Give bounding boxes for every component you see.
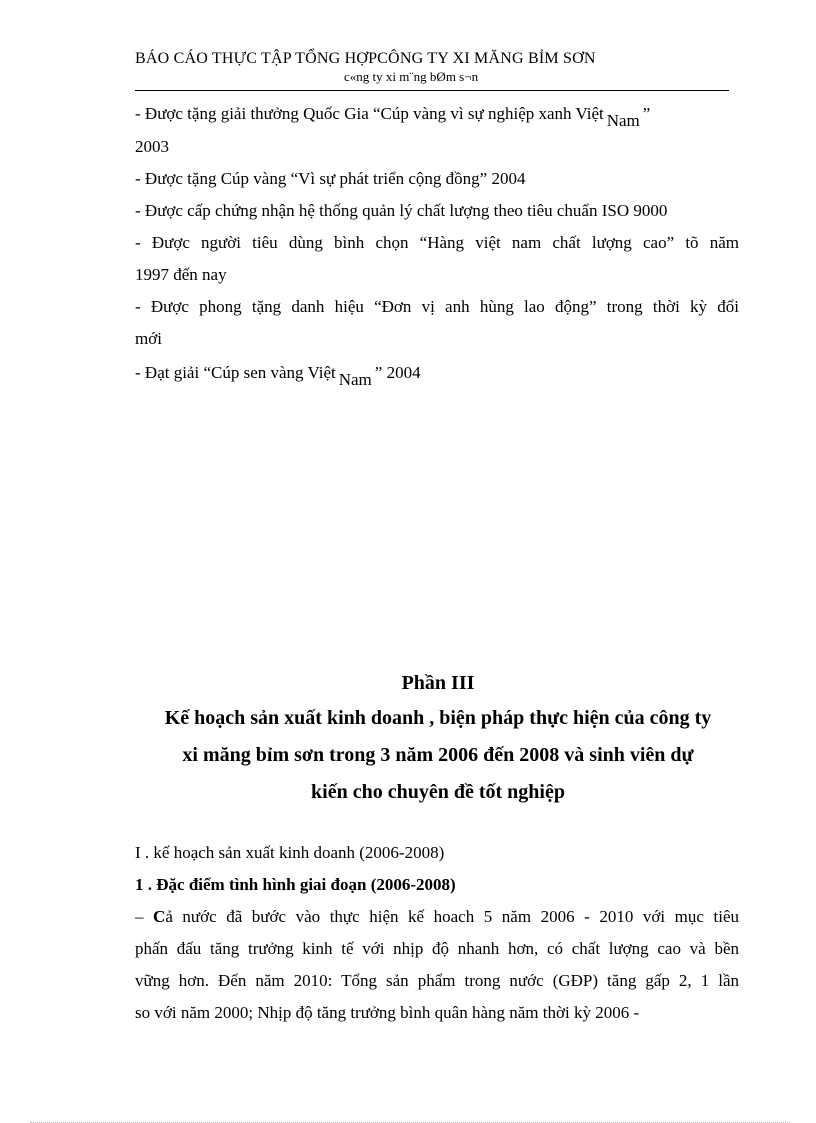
award-item-5-line1: - Được phong tặng danh hiệu “Đơn vị anh hùng lao động” trong thời kỳ đổi xyxy=(135,297,739,316)
award-item-4-line1: - Được người tiêu dùng bình chọn “Hàng việt nam chất lượng cao” tõ năm xyxy=(135,233,739,252)
award-item-6-end: ” 2004 xyxy=(374,363,421,382)
paragraph-line1 xyxy=(135,907,739,927)
part-heading: Phần III xyxy=(401,672,475,694)
award-item-6 xyxy=(135,363,739,389)
paragraph-line1-text: ả nước đã bước vào thực hiện kế hoach 5 năm 2006 - 2010 với mục tiêu xyxy=(165,907,739,926)
award-item-1-text: - Được tặng giải thưởng Quốc Gia “Cúp vàng vì sự nghiệp xanh Việt xyxy=(135,104,604,123)
section-title-line3: kiến cho chuyên đề tốt nghiệp xyxy=(311,781,565,803)
award-item-4-line2: 1997 đến nay xyxy=(135,265,227,284)
section-title-line2: xi măng bỉm sơn trong 3 năm 2006 đến 2008 và sinh viên dự xyxy=(182,744,694,766)
award-item-1 xyxy=(135,104,739,130)
heading-characteristics: 1 . Đặc điểm tình hình giai đoạn (2006-2008) xyxy=(135,875,456,894)
paragraph-bold-initial: C xyxy=(153,907,166,926)
award-item-6-sub: Nam xyxy=(338,370,372,389)
award-item-1-sub: Nam xyxy=(606,111,640,130)
section-title-line1: Kế hoạch sản xuất kinh doanh , biện pháp thực hiện của công ty xyxy=(164,707,712,729)
award-item-1-end: ” xyxy=(642,104,651,123)
page-header xyxy=(135,50,729,91)
award-item-2: - Được tặng Cúp vàng “Vì sự phát triển cộng đồng” 2004 xyxy=(135,169,526,188)
paragraph-dash: – xyxy=(135,907,154,926)
award-item-1-year: 2003 xyxy=(135,137,169,156)
header-title: BÁO CÁO THỰC TẬP TỔNG HỢPCÔNG TY XI MĂNG BỈM SƠN xyxy=(135,50,596,67)
paragraph-line4: so với năm 2000; Nhịp độ tăng trưởng bình quân hàng năm thời kỳ 2006 - xyxy=(135,1003,640,1022)
paragraph-line3: vững hơn. Đến năm 2010: Tổng sản phẩm trong nước (GĐP) tăng gấp 2, 1 lần xyxy=(135,971,739,990)
header-subtitle: c«ng ty xi m¨ng bØm s¬n xyxy=(344,69,479,84)
paragraph-line2: phấn đấu tăng trưởng kinh tế với nhịp độ nhanh hơn, có chất lượng cao và bền xyxy=(135,939,739,958)
award-item-3: - Được cấp chứng nhận hệ thống quản lý chất lượng theo tiêu chuẩn ISO 9000 xyxy=(135,201,668,220)
award-item-6-text: - Đạt giải “Cúp sen vàng Việt xyxy=(135,363,336,382)
award-item-5-line2: mới xyxy=(135,329,162,348)
heading-plan: I . kế hoạch sản xuất kinh doanh (2006-2008) xyxy=(135,843,445,862)
